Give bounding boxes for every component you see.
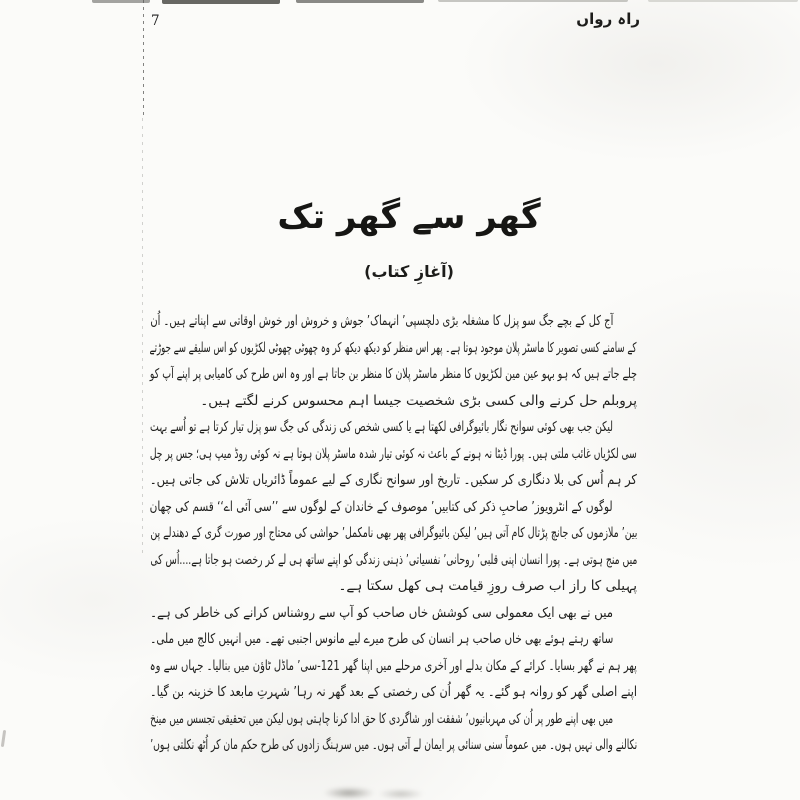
text-line: ساتھ رہتے ہوئے بھی خاں صاحب ہر انسان کی طرح میرے لیے مانوس اجنبی تھے۔ میں انہیں کالج میں ملی۔ xyxy=(150,631,613,647)
text-line: نکالنے والی نہیں ہوں۔ میں عموماً سنی سنائی پر ایمان لے آتی ہوں۔ میں سرہنگ زادوں کی طرح حکم مان کر اُٹھ نکلتی ہوں’ xyxy=(150,737,637,753)
scan-smudge-icon xyxy=(162,0,280,4)
page-number: 7 xyxy=(151,13,160,29)
text-line: پروبلم حل کرنے والی کسی بڑی شخصیت جیسا اہم محسوس کرنے لگتے ہیں۔ xyxy=(200,392,637,409)
text-line: پہیلی کا راز اب صرف روزِ قیامت ہی کھل سکتا ہے۔ xyxy=(338,578,637,594)
text-line: لیکن جب بھی کوئی سوانح نگار بائیوگرافی لکھتا ہے یا کسی شخص کی زندگی کی جگ سو پزل تیار کرتا ہے تو اُسے بہت xyxy=(150,419,613,435)
text-line: اپنے اصلی گھر کو روانہ ہو گئے۔ یہ گھر اُن کی رخصتی کے بعد گھر نہ رہا’ شہرتِ مابعد کا خزینہ بن گیا۔ xyxy=(150,684,637,700)
scan-smudge-icon xyxy=(92,0,150,3)
running-header-book-title: راہ رواں xyxy=(576,10,640,28)
text-line: کے سامنے کسی تصویر کا ماسٹر پلان موجود ہوتا ہے۔ پھر اس منظر کو دیکھ دیکھ کر وہ چھوٹی چھوٹی لکڑیوں کو اس سلیقے سے جوڑتے xyxy=(150,339,637,356)
scan-smudge-icon xyxy=(648,0,798,2)
chapter-title: گھر سے گھر تک xyxy=(277,197,541,237)
text-line: چلے جاتے ہیں کہ ہو بہو عین مین لکڑیوں کا منظر ماسٹر پلان کا منظر بن جاتا ہے اور وہ اس طرح کی کامیابی پر اپنے آپ کو xyxy=(150,366,637,382)
text-line: میں منج ہوتی ہے۔ پورا انسان اپنی قلبی’ روحانی’ نفسیاتی’ ذہنی زندگی کو اپنے ساتھ ہی لے کر رخصت ہو جاتا ہے....اُس کی xyxy=(150,551,637,568)
text-line: پھر ہم نے گھر بسایا۔ کرائے کے مکان بدلے اور آخری مرحلے میں اپنا گھر 121-سی’ ماڈل ٹاؤن میں بنالیا۔ جہاں سے وہ xyxy=(150,657,637,674)
text-line: لوگوں کے انٹرویوز’ صاحبِ ذکر کی کتابیں’ موصوف کے خاندان کے لوگوں سے ’’سی آئی اے‘‘ قسم کی چھان xyxy=(150,498,613,515)
text-line: بین’ ملازموں کی جانچ پڑتال کام آتی ہیں’ لیکن بائیوگرافی پھر بھی نامکمل’ حواشی کی محتاج اور صورت گری کے دھندلے پن xyxy=(150,525,637,541)
scan-smudge-icon xyxy=(296,0,424,3)
text-line: میں بھی اپنے طور پر اُن کی مہربانیوں’ شفقت اور شاگردی کا حق ادا کرنا چاہتی ہوں لیکن میں تحقیقی تجسس میں مینخ xyxy=(150,710,613,727)
page-fold-line xyxy=(143,0,144,118)
body-text xyxy=(150,308,637,759)
text-line: کر ہم اُس کی بلا دنگاری کر سکیں۔ تاریخ اور سوانح نگاری کے لیے عموماً ڈائریاں تلاش کی جاتی ہیں۔ xyxy=(150,472,637,488)
scan-smudge-icon xyxy=(323,787,375,799)
scan-smudge-icon xyxy=(378,789,424,799)
chapter-subtitle: (آغازِ کتاب) xyxy=(364,262,454,281)
text-line: سی لکڑیاں غائب ملتی ہیں۔ پورا ڈیٹا نہ ہونے کے باعث نہ کوئی تیار شدہ ماسٹر پلان ہوتا ہے نہ کوئی روڈ میپ ہی؛ جس پر چل xyxy=(149,445,637,462)
scan-smudge-icon xyxy=(438,0,628,2)
text-line: میں نے بھی ایک معمولی سی کوشش خاں صاحب کو آپ سے روشناس کرانے کی خاطر کی ہے۔ xyxy=(150,604,613,621)
text-line: آج کل کے بچے جگ سو پزل کا مشغلہ بڑی دلچسپی’ انہماک’ جوش و خروش اور خوش اوقاتی سے اپناتے ہیں۔ اُن xyxy=(150,313,613,329)
